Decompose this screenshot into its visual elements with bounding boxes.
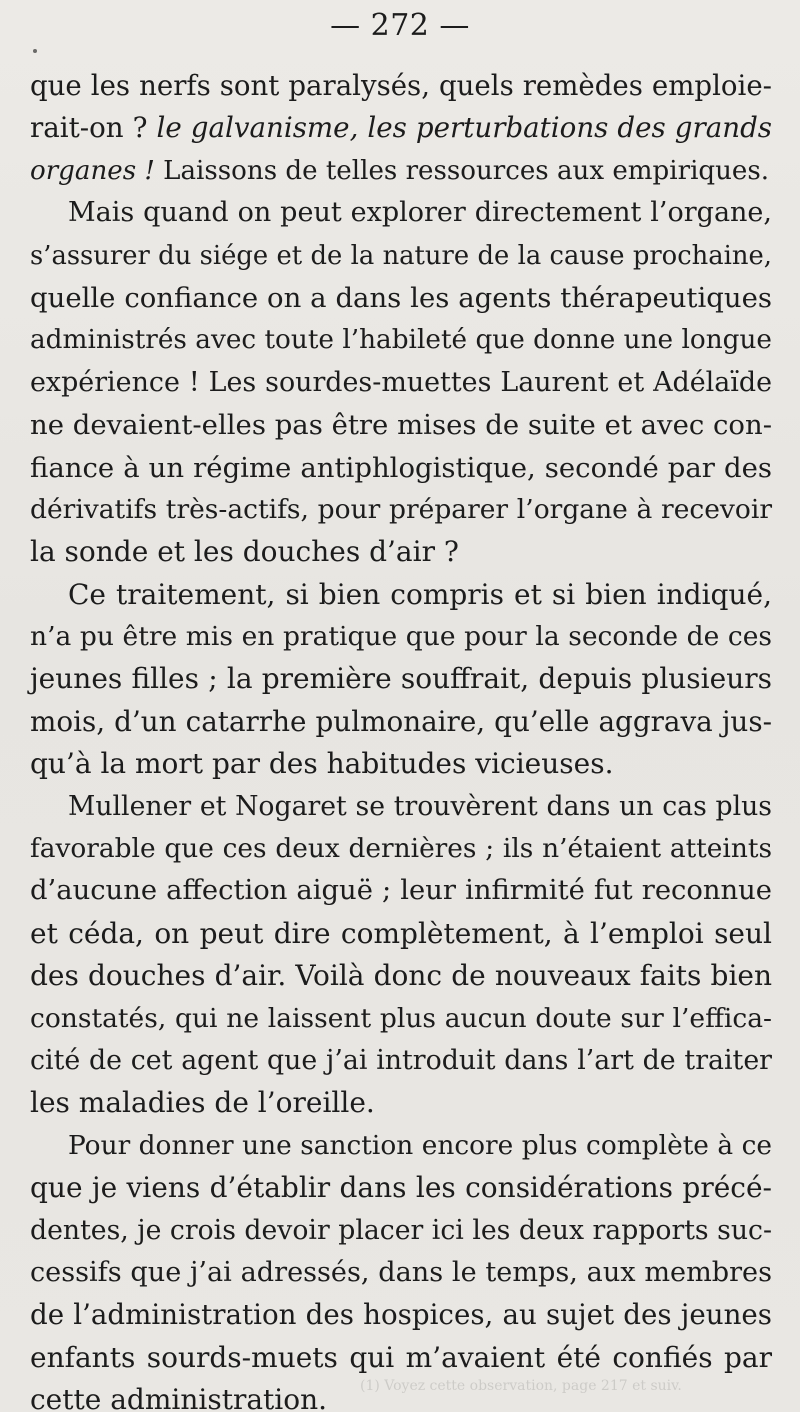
text-line: Pour donner une sanction encore plus complète à ce (68, 1129, 772, 1161)
text-line: cette administration. (30, 1383, 328, 1412)
text-line: enfants sourds-muets qui m’avaient été confiés par (30, 1340, 772, 1374)
text-line: de l’administration des hospices, au sujet des jeunes (30, 1298, 772, 1332)
text-line: Mullener et Nogaret se trouvèrent dans un cas plus (68, 790, 772, 822)
text-line: quelle confiance on a dans les agents thérapeutiques (30, 281, 772, 314)
page-number: — 272 — (330, 8, 470, 43)
text-line: la sonde et les douches d’air ? (30, 535, 459, 569)
text-line: qu’à la mort par des habitudes vicieuses. (30, 747, 614, 781)
paragraph (30, 65, 772, 192)
text-line (30, 107, 772, 149)
text-line: que les nerfs sont paralysés, quels remèdes emploie- (30, 69, 772, 102)
paragraph (30, 786, 772, 1125)
paragraph (30, 574, 772, 786)
text-line: ne devaient-elles pas être mises de suite et avec con- (30, 409, 772, 442)
text-line: les maladies de l’oreille. (30, 1086, 375, 1120)
text-segment: Laissons de telles ressources aux empiriques. (154, 155, 770, 186)
text-line: constatés, qui ne laissent plus aucun doute sur l’effica- (30, 1002, 772, 1034)
paragraph (30, 1125, 772, 1412)
text-segment: rait-on ? (30, 111, 157, 145)
text-line: favorable que ces deux dernières ; ils n’étaient atteints (30, 833, 772, 865)
text-line: mois, d’un catarrhe pulmonaire, qu’elle aggrava jus- (30, 704, 772, 738)
text-line: dentes, je crois devoir placer ici les deux rapports suc- (30, 1214, 772, 1246)
text-line: des douches d’air. Voilà donc de nouveaux faits bien (30, 959, 772, 993)
text-line (30, 150, 772, 192)
body-text (30, 65, 772, 1412)
text-line: et céda, on peut dire complètement, à l’emploi seul (30, 916, 772, 950)
text-line: dérivatifs très-actifs, pour préparer l’organe à recevoir (30, 493, 772, 525)
text-line: cité de cet agent que j’ai introduit dans l’art de traiter (30, 1044, 772, 1076)
text-line: Mais quand on peut explorer directement l’organe, (68, 197, 772, 229)
bleed-through-text: (1) Voyez cette observation, page 217 et suiv. (360, 1378, 682, 1394)
text-line: expérience ! Les sourdes-muettes Laurent et Adélaïde (30, 366, 772, 398)
text-line: d’aucune affection aiguë ; leur infirmité fut reconnue (30, 875, 772, 907)
text-line: que je viens d’établir dans les considérations précé- (30, 1171, 772, 1205)
text-line: jeunes filles ; la première souffrait, depuis plusieurs (30, 662, 772, 696)
text-line: Ce traitement, si bien compris et si bien indiqué, (68, 577, 772, 611)
text-line: cessifs que j’ai adressés, dans le temps, aux membres (30, 1256, 772, 1288)
italic-segment: organes ! (30, 155, 155, 186)
italic-segment: le galvanisme, les perturbations des grands (156, 111, 772, 145)
text-line: fiance à un régime antiphlogistique, secondé par des (30, 451, 772, 484)
text-line: administrés avec toute l’habileté que donne une longue (30, 325, 772, 356)
paragraph (30, 192, 772, 574)
text-line: s’assurer du siége et de la nature de la cause prochaine, (30, 240, 772, 271)
text-line: n’a pu être mis en pratique que pour la seconde de ces (30, 621, 772, 653)
ink-speck (33, 49, 37, 53)
